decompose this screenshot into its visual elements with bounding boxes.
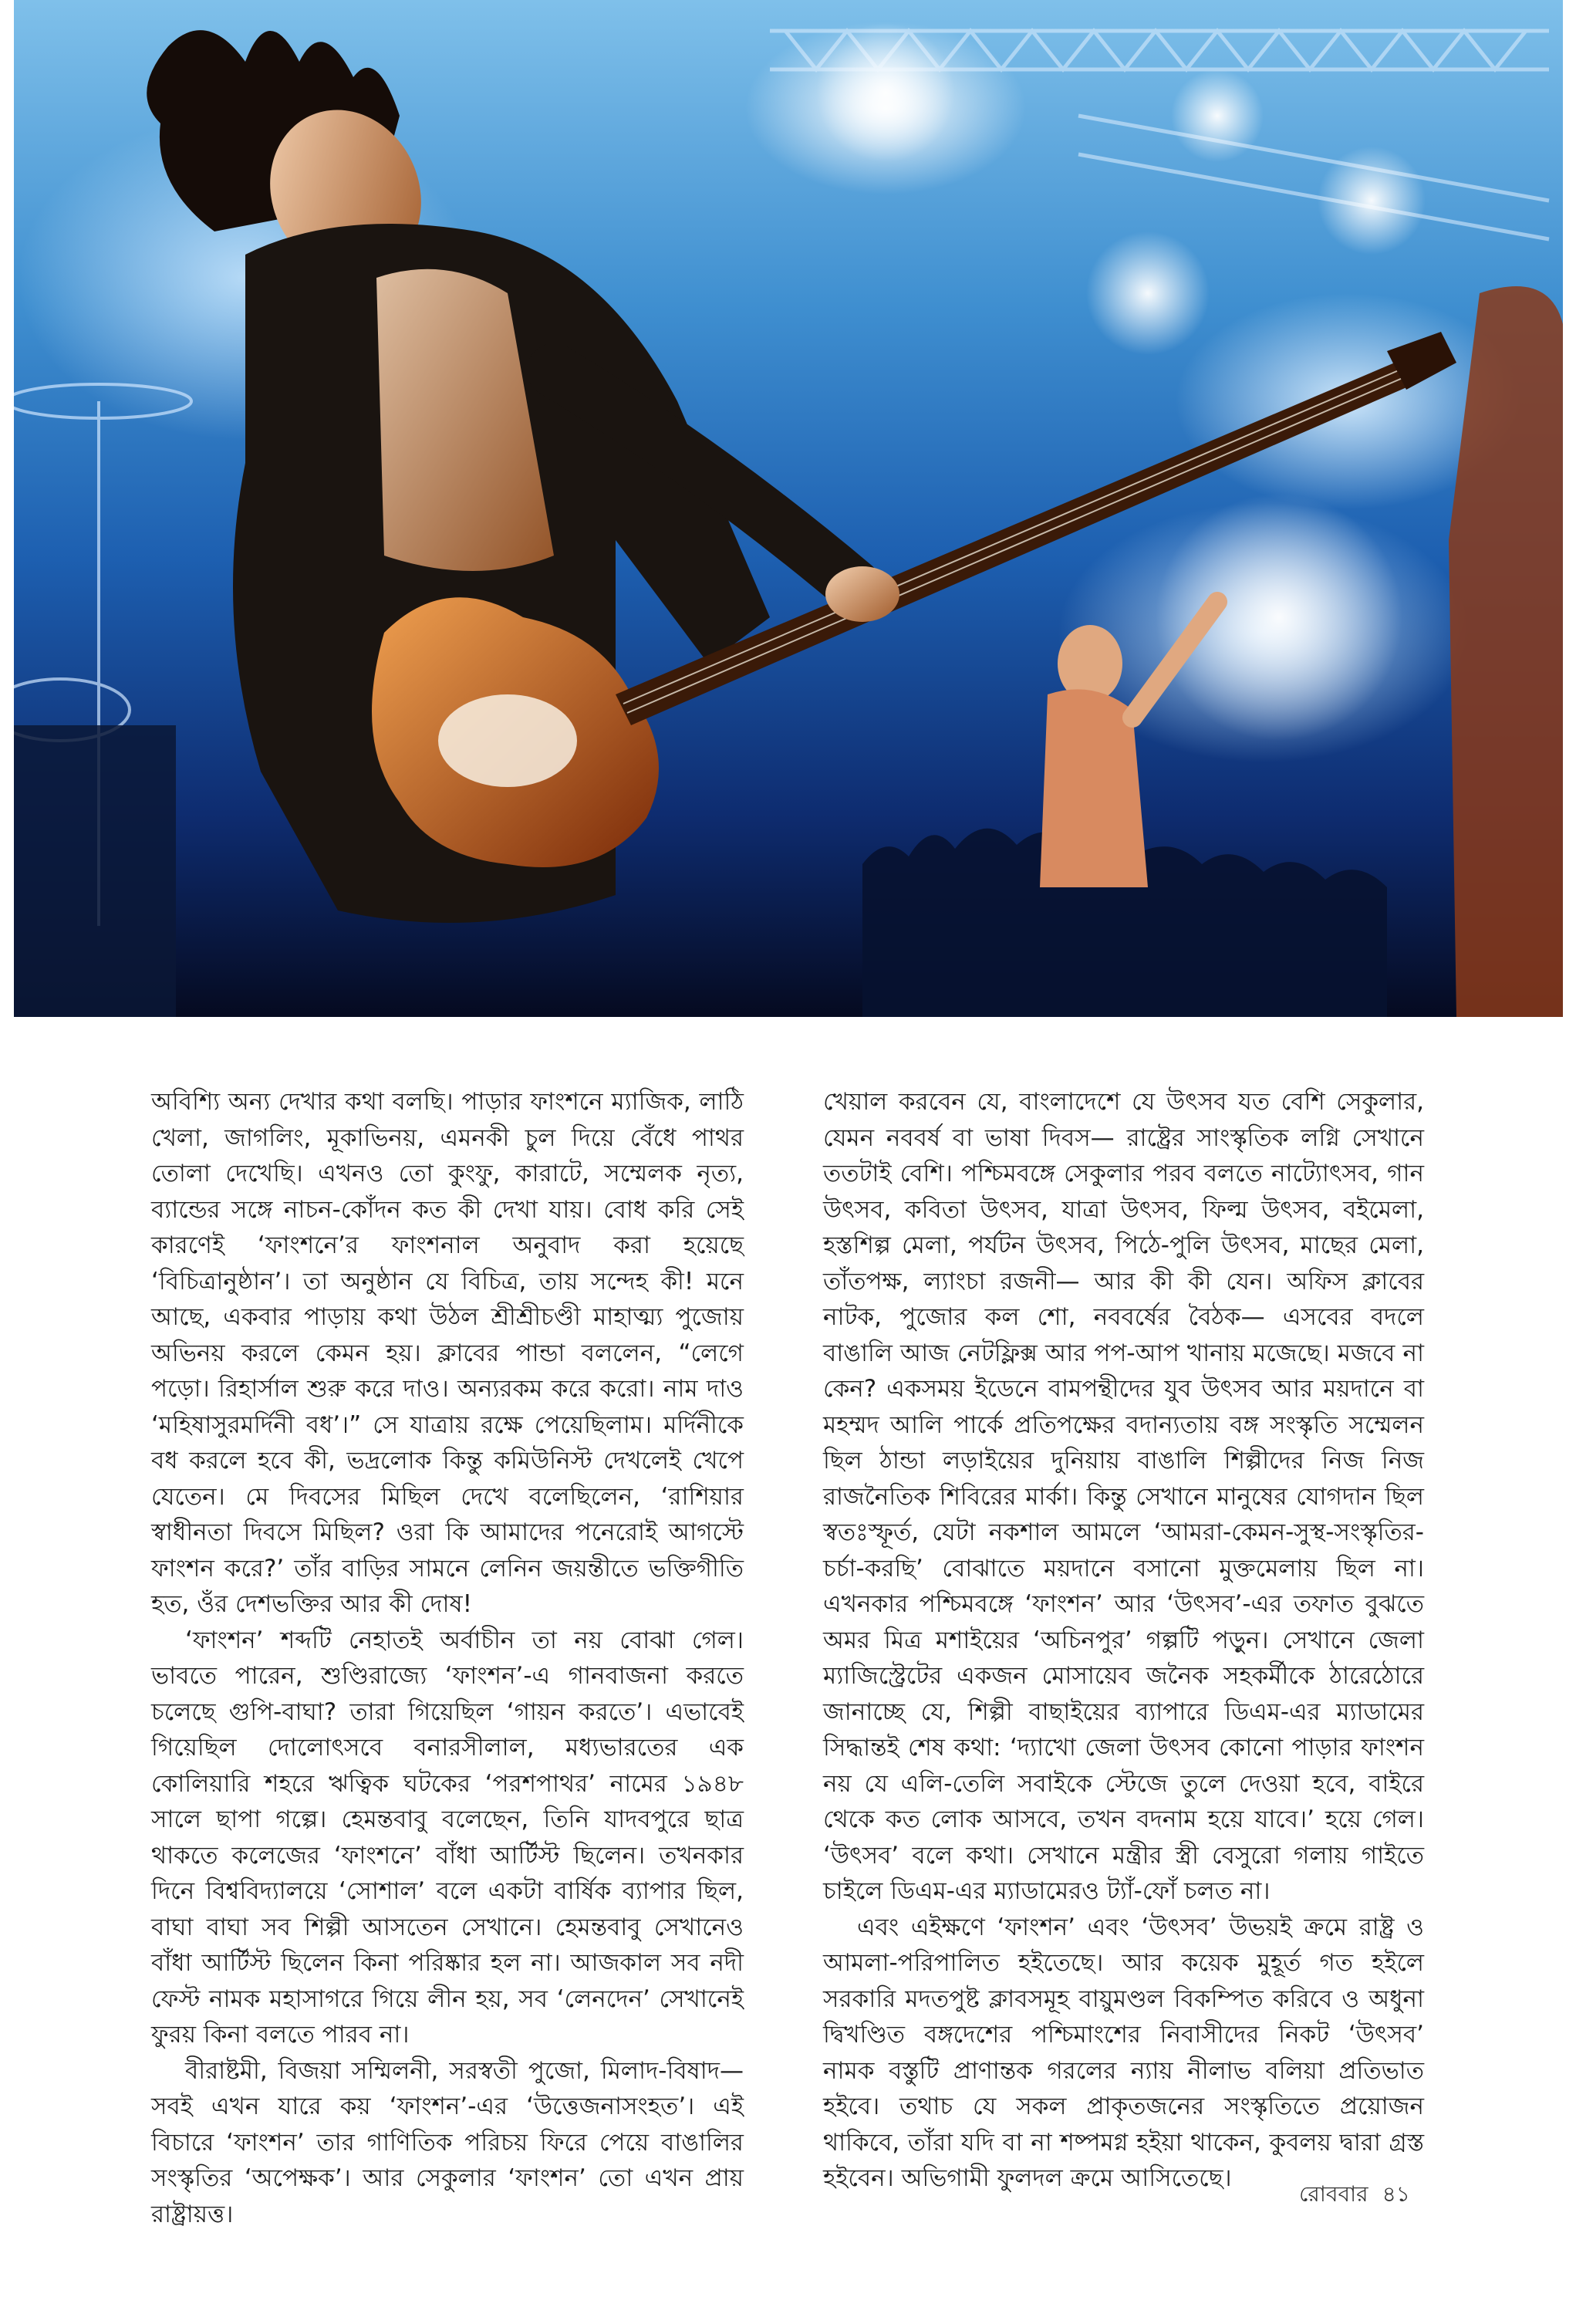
page-number: ৪১: [1382, 2181, 1410, 2207]
article-paragraph: ‘ফাংশন’ শব্দটি নেহাতই অর্বাচীন তা নয় বোঝা গেল। ভাবতে পারেন, শুণ্ডিরাজ্যে ‘ফাংশন’-এ গানবাজনা করতে চলেছে গুপি-বাঘা? তারা গিয়েছিল ‘গায়ন করতে’। এভাবেই গিয়েছিল দোলোৎসবে বনারসীলাল, মধ্যভারতের এক কোলিয়ারি শহরে ঋত্বিক ঘটকের ‘পরশপাথর’ নামের ১৯৪৮ সালে ছাপা গল্পে। হেমন্তবাবু বলেছেন, তিনি যাদবপুরে ছাত্র থাকতে কলেজের ‘ফাংশনে’ বাঁধা আর্টিস্ট ছিলেন। তখনকার দিনে বিশ্ববিদ্যালয়ে ‘সোশাল’ বলে একটা বার্ষিক ব্যাপার ছিল, বাঘা বাঘা সব শিল্পী আসতেন সেখানে। হেমন্তবাবু সেখানেও বাঁধা আর্টিস্ট ছিলেন কিনা পরিষ্কার হল না। আজকাল সব নদী ফেস্ট নামক মহাসাগরে গিয়ে লীন হয়, সব ‘লেনদেন’ সেখানেই ফুরয় কিনা বলতে পারব না।: [151, 1626, 744, 2049]
article-paragraph: খেয়াল করবেন যে, বাংলাদেশে যে উৎসব যত বেশি সেকুলার, যেমন নববর্ষ বা ভাষা দিবস— রাষ্ট্রের সাংস্কৃতিক লগ্নি সেখানে ততটাই বেশি। পশ্চিমবঙ্গে সেকুলার পরব বলতে নাট্যোৎসব, গান উৎসব, কবিতা উৎসব, যাত্রা উৎসব, ফিল্ম উৎসব, বইমেলা, হস্তশিল্প মেলা, পর্যটন উৎসব, পিঠে-পুলি উৎসব, মাছের মেলা, তাঁতপক্ষ, ল্যাংচা রজনী— আর কী কী যেন। অফিস ক্লাবের নাটক, পুজোর কল শো, নববর্ষের বৈঠক— এসবের বদলে বাঙালি আজ নেটফ্লিক্স আর পপ-আপ খানায় মজেছে। মজবে না কেন? একসময় ইডেনে বামপন্থীদের যুব উৎসব আর ময়দানে বা মহম্মদ আলি পার্কে প্রতিপক্ষের বদান্যতায় বঙ্গ সংস্কৃতি সম্মেলন ছিল ঠান্ডা লড়াইয়ের দুনিয়ায় বাঙালি শিল্পীদের নিজ নিজ রাজনৈতিক শিবিরের মার্কা। কিন্তু সেখানে মানুষের যোগদান ছিল স্বতঃস্ফূর্ত, যেটা নকশাল আমলে ‘আমরা-কেমন-সুস্থ-সংস্কৃতির-চর্চা-করছি’ বোঝাতে ময়দানে বসানো মুক্তমেলায় ছিল না। এখনকার পশ্চিমবঙ্গে ‘ফাংশন’ আর ‘উৎসব’-এর তফাত বুঝতে অমর মিত্র মশাইয়ের ‘অচিনপুর’ গল্পটি পড়ুন। সেখানে জেলা ম্যাজিস্ট্রেটের একজন মোসায়েব জনৈক সহকর্মীকে ঠারেঠোরে জানাচ্ছে যে, শিল্পী বাছাইয়ের ব্যাপারে ডিএম-এর ম্যাডামের সিদ্ধান্তই শেষ কথা: ‘দ্যাখো জেলা উৎসব কোনো পাড়ার ফাংশন নয় যে এলি-তেলি সবাইকে স্টেজে তুলে দেওয়া হবে, বাইরে থেকে কত লোক আসবে, তখন বদনাম হয়ে যাবে।’ হয়ে গেল। ‘উৎসব’ বলে কথা। সেখানে মন্ত্রীর স্ত্রী বেসুরো গলায় গাইতে চাইলে ডিএম-এর ম্যাডামেরও ট্যাঁ-ফোঁ চলত না।: [823, 1088, 1424, 1905]
concert-guitarist-photo-icon: [14, 0, 1563, 1017]
article-paragraph: বীরাষ্টমী, বিজয়া সম্মিলনী, সরস্বতী পুজো, মিলাদ-বিষাদ— সবই এখন যারে কয় ‘ফাংশন’-এর ‘উত্তেজনাসংহত’। এই বিচারে ‘ফাংশন’ তার গাণিতিক পরিচয় ফিরে পেয়ে বাঙালির সংস্কৃতির ‘অপেক্ষক’। আর সেকুলার ‘ফাংশন’ তো এখন প্রায় রাষ্ট্রায়ত্ত।: [151, 2056, 744, 2228]
page-footer: [1299, 2177, 1410, 2214]
article-paragraph: এবং এইক্ষণে ‘ফাংশন’ এবং ‘উৎসব’ উভয়ই ক্রমে রাষ্ট্র ও আমলা-পরিপালিত হইতেছে। আর কয়েক মুহূর্ত গত হইলে সরকারি মদতপুষ্ট ক্লাবসমূহ বায়ুমণ্ডল বিকম্পিত করিবে ও অধুনা দ্বিখণ্ডিত বঙ্গদেশের পশ্চিমাংশের নিবাসীদের নিকট ‘উৎসব’ নামক বস্তুটি প্রাণান্তক গরলের ন্যায় নীলাভ বলিয়া প্রতিভাত হইবে। তথাচ যে সকল প্রাকৃতজনের সংস্কৃতিতে প্রয়োজন থাকিবে, তাঁরা যদি বা না শষ্পমগ্ন হইয়া থাকেন, কুবলয় দ্বারা গ্রস্ত হইবেন। অভিগামী ফুলদল ক্রমে আসিতেছে।: [823, 1913, 1424, 2192]
article-paragraph: অবিশ্যি অন্য দেখার কথা বলছি। পাড়ার ফাংশনে ম্যাজিক, লাঠি খেলা, জাগলিং, মূকাভিনয়, এমনকী চুল দিয়ে বেঁধে পাথর তোলা দেখেছি। এখনও তো কুংফু, কারাটে, সম্মেলক নৃত্য, ব্যান্ডের সঙ্গে নাচন-কোঁদন কত কী দেখা যায়। বোধ করি সেই কারণেই ‘ফাংশনে’র ফাংশনাল অনুবাদ করা হয়েছে ‘বিচিত্রানুষ্ঠান’। তা অনুষ্ঠান যে বিচিত্র, তায় সন্দেহ কী! মনে আছে, একবার পাড়ায় কথা উঠল শ্রীশ্রীচণ্ডী মাহাত্ম্য পুজোয় অভিনয় করলে কেমন হয়। ক্লাবের পান্ডা বললেন, “লেগে পড়ো। রিহার্সাল শুরু করে দাও। অন্যরকম করে করো। নাম দাও ‘মহিষাসুরমর্দিনী বধ’।” সে যাত্রায় রক্ষে পেয়েছিলাম। মর্দিনীকে বধ করলে হবে কী, ভদ্রলোক কিন্তু কমিউনিস্ট দেখলেই খেপে যেতেন। মে দিবসের মিছিল দেখে বলেছিলেন, ‘রাশিয়ার স্বাধীনতা দিবসে মিছিল? ওরা কি আমাদের পনেরোই আগস্টে ফাংশন করে?’ তাঁর বাড়ির সামনে লেনিন জয়ন্তীতে ভক্তিগীতি হত, ওঁর দেশভক্তির আর কী দোষ!: [151, 1088, 744, 1618]
article-column-left: [151, 1084, 744, 2232]
concert-photo: [14, 0, 1563, 1017]
magazine-name: রোববার: [1299, 2181, 1368, 2207]
article-column-right: [823, 1084, 1424, 2197]
